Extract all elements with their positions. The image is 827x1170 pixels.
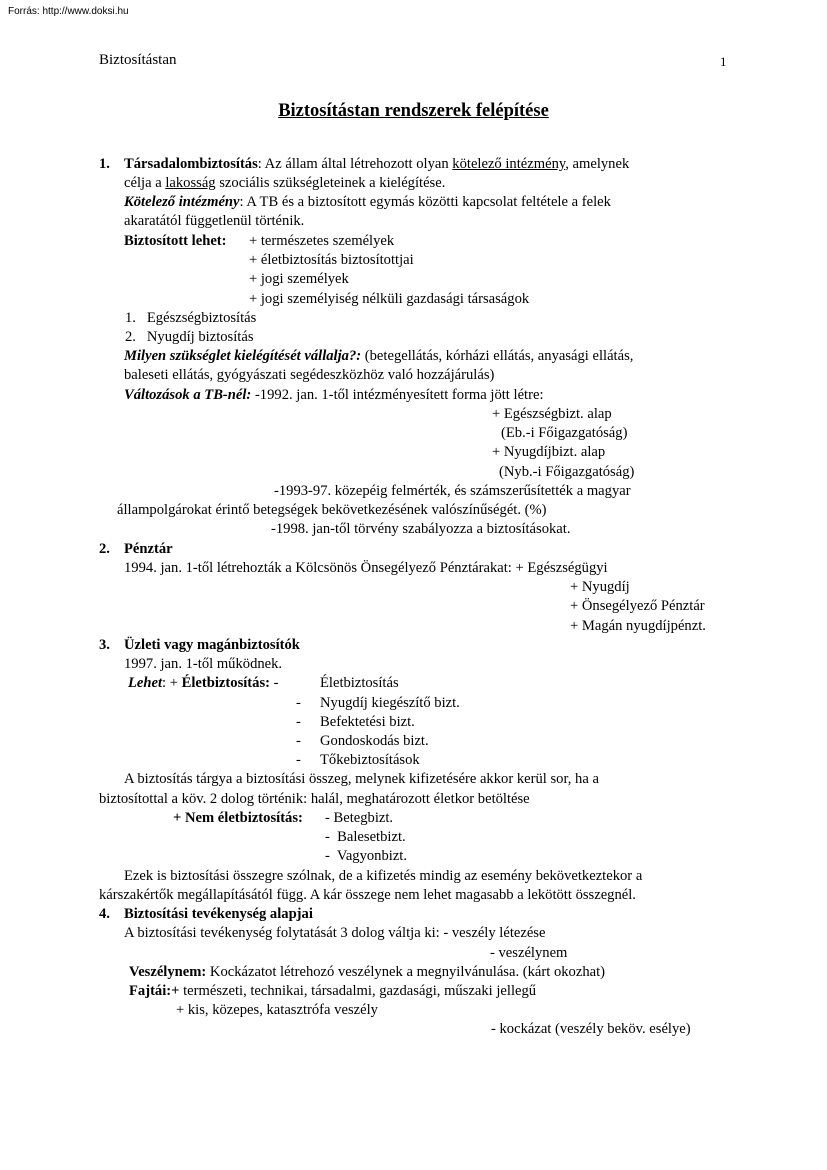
eletbiztositas-label: Életbiztosítás: xyxy=(181,675,271,691)
text: természeti, technikai, társadalmi, gazdasági, műszaki jellegű xyxy=(179,983,537,999)
text: : A TB és a biztosított egymás közötti kapcsolat feltétele a felek xyxy=(239,194,611,210)
running-header-title: Biztosítástan xyxy=(99,52,177,68)
biztositott-item: + életbiztosítás biztosítottjai xyxy=(249,252,414,268)
text: Kockázatot létrehozó veszélynek a megnyilvánulása. (kárt okozhat) xyxy=(206,964,606,980)
sub-item: 2. Nyugdíj biztosítás xyxy=(125,329,254,345)
section-3-para-2-cont: kárszakértők megállapításától függ. A kár összege nem lehet magasabb a lekötött összegnél. xyxy=(99,887,636,903)
fajtai-label: Fajtái:+ xyxy=(129,983,180,999)
section-3-heading: Üzleti vagy magánbiztosítók xyxy=(124,637,300,653)
dash: - xyxy=(296,752,301,768)
biztositott-item: + jogi személyiség nélküli gazdasági társaságok xyxy=(249,291,530,307)
text: (betegellátás, kórházi ellátás, anyasági ellátás, xyxy=(361,348,634,364)
section-4-heading: Biztosítási tevékenység alapjai xyxy=(124,906,313,922)
text: - xyxy=(270,675,279,691)
document-title: Biztosítástan rendszerek felépítése xyxy=(278,101,549,121)
section-3-number: 3. xyxy=(99,637,110,653)
dash: - xyxy=(296,695,301,711)
veszelynem-label: Veszélynem: xyxy=(129,964,207,980)
text: : + xyxy=(162,675,182,691)
source-line: Forrás: http://www.doksi.hu xyxy=(8,6,129,17)
section-1-number: 1. xyxy=(99,156,110,172)
section-4-text: A biztosítási tevékenység folytatását 3 dolog váltja ki: - veszély létezése xyxy=(124,925,546,941)
dash: - xyxy=(296,714,301,730)
section-3-para-1-cont: biztosítottal a köv. 2 dolog történik: halál, meghatározott életkor betöltése xyxy=(99,791,530,807)
dash: - xyxy=(296,733,301,749)
underlined-term: lakosság xyxy=(165,175,216,191)
lehet-label: Lehet xyxy=(128,675,163,691)
section-1-heading: Társadalombiztosítás xyxy=(124,156,258,172)
fajtai-item: + kis, közepes, katasztrófa veszély xyxy=(176,1002,378,1018)
section-2-item: + Önsegélyező Pénztár xyxy=(570,598,705,614)
kotelezo-line-2: akaratától függetlenül történik. xyxy=(124,213,305,229)
valtozasok-line xyxy=(124,386,544,405)
milyen-line-2: baleseti ellátás, gyógyászati segédeszközhöz való hozzájárulás) xyxy=(124,367,495,383)
section-3-para-1: A biztosítás tárgya a biztosítási összeg, melynek kifizetésére akkor kerül sor, ha a xyxy=(124,771,599,787)
kotelezo-label: Kötelező intézmény xyxy=(124,194,240,210)
nem-elet-item: - Betegbizt. xyxy=(325,810,394,826)
text: , amelynek xyxy=(565,156,630,172)
valtozasok-1993-cont: állampolgárokat érintő betegségek bekövetkezésének valószínűségét. (%) xyxy=(117,502,547,518)
elet-item: Befektetési bizt. xyxy=(320,714,415,730)
nem-elet-item: - Balesetbizt. xyxy=(325,829,406,845)
valtozasok-item: + Nyugdíjbizt. alap xyxy=(492,444,606,460)
milyen-label: Milyen szükséglet kielégítését vállalja?: xyxy=(124,348,362,364)
lehet-line xyxy=(128,674,279,693)
valtozasok-item: (Eb.-i Főigazgatóság) xyxy=(501,425,628,441)
valtozasok-1993: -1993-97. közepéig felmérték, és számszerűsítették a magyar xyxy=(274,483,631,499)
valtozasok-1998: -1998. jan-től törvény szabályozza a biztosításokat. xyxy=(271,521,571,537)
section-4-item: - veszélynem xyxy=(490,945,568,961)
fajtai-line xyxy=(129,982,536,1001)
section-4-item: - kockázat (veszély beköv. esélye) xyxy=(491,1021,691,1037)
section-2-item: + Magán nyugdíjpénzt. xyxy=(570,618,706,634)
section-2-item: + Nyugdíj xyxy=(570,579,630,595)
page-number: 1 xyxy=(720,54,727,69)
valtozasok-item: (Nyb.-i Főigazgatóság) xyxy=(499,464,635,480)
nem-eletbiztositas-label: + Nem életbiztosítás: xyxy=(173,810,303,826)
elet-item: Gondoskodás bizt. xyxy=(320,733,429,749)
section-3-para-2: Ezek is biztosítási összegre szólnak, de a kifizetés mindig az esemény bekövetkeztekor a xyxy=(124,868,643,884)
valtozasok-item: + Egészségbizt. alap xyxy=(492,406,612,422)
section-3-since: 1997. jan. 1-től működnek. xyxy=(124,656,283,672)
section-4-number: 4. xyxy=(99,906,110,922)
section-1-line-2 xyxy=(124,174,445,193)
text: szociális szükségleteinek a kielégítése. xyxy=(215,175,446,191)
section-2-number: 2. xyxy=(99,541,110,557)
elet-item: Tőkebiztosítások xyxy=(320,752,420,768)
sub-item: 1. Egészségbiztosítás xyxy=(125,310,257,326)
elet-item: Nyugdíj kiegészítő bizt. xyxy=(320,695,460,711)
biztositott-item: + jogi személyek xyxy=(249,271,349,287)
elet-item: Életbiztosítás xyxy=(320,675,399,691)
text: célja a xyxy=(124,175,166,191)
valtozasok-label: Változások a TB-nél: xyxy=(124,387,252,403)
section-1-line-1 xyxy=(124,155,629,174)
text: : Az állam által létrehozott olyan xyxy=(257,156,453,172)
section-2-text: 1994. jan. 1-től létrehozták a Kölcsönös Önsegélyező Pénztárakat: + Egészségügyi xyxy=(124,560,608,576)
biztositott-label: Biztosított lehet: xyxy=(124,233,227,249)
nem-elet-item: - Vagyonbizt. xyxy=(325,848,408,864)
text: -1992. jan. 1-től intézményesített forma jött létre: xyxy=(251,387,544,403)
milyen-line xyxy=(124,347,633,366)
section-2-heading: Pénztár xyxy=(124,541,173,557)
underlined-term: kötelező intézmény xyxy=(452,156,566,172)
kotelezo-line xyxy=(124,193,611,212)
veszelynem-line xyxy=(129,963,605,982)
biztositott-item: + természetes személyek xyxy=(249,233,395,249)
